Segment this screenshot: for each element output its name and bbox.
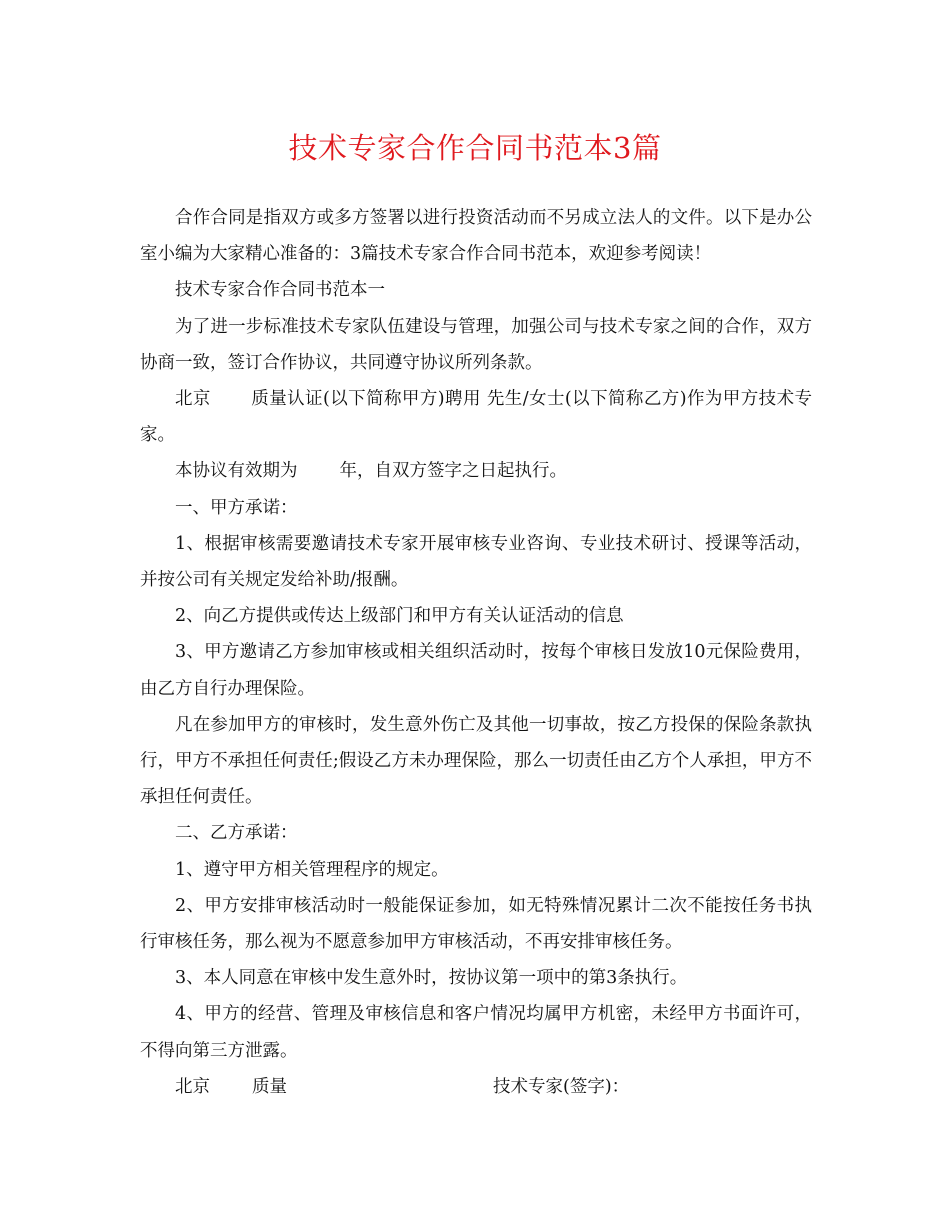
signature-company: 质量 [252,1076,287,1097]
intro-paragraph: 合作合同是指双方或多方签署以进行投资活动而不另成立法人的文件。以下是办公室小编为大家精心准备的：3篇技术专家合作合同书范本，欢迎参考阅读！ [140,208,812,265]
party-a-item: 凡在参加甲方的审核时，发生意外伤亡及其他一切事故，按乙方投保的保险条款执行，甲方不承担任何责任;假设乙方未办理保险，那么一切责任由乙方个人承担，甲方不承担任何责任。 [140,714,812,808]
party-a-item: 2、向乙方提供或传达上级部门和甲方有关认证活动的信息 [175,606,624,627]
party-a-item: 3、甲方邀请乙方参加审核或相关组织活动时，按每个审核日发放10元保险费用，由乙方自行办理保险。 [140,642,812,699]
document-title: 技术专家合作合同书范本3篇 [288,131,662,165]
party-b-heading: 二、乙方承诺： [175,823,298,844]
purpose-paragraph: 为了进一步标准技术专家队伍建设与管理，加强公司与技术专家之间的合作，双方协商一致，签订合作协议，共同遵守协议所列条款。 [140,316,812,373]
signature-city: 北京 [175,1076,210,1097]
signature-line [140,1069,812,1105]
party-b-item: 1、遵守甲方相关管理程序的规定。 [175,859,449,880]
party-a-heading: 一、甲方承诺： [175,497,298,518]
validity-paragraph [140,453,812,489]
party-b-item: 3、本人同意在审核中发生意外时，按协议第一项中的第3条执行。 [175,968,688,989]
validity-after: 年，自双方签字之日起执行。 [339,461,567,482]
validity-before: 本协议有效期为 [175,461,298,482]
parties-text: 质量认证(以下简称甲方)聘用 先生/女士(以下简称乙方)作为甲方技术专家。 [140,389,812,446]
parties-paragraph [140,381,812,453]
signature-expert-label: 技术专家(签字)： [493,1076,630,1097]
party-b-item: 4、甲方的经营、管理及审核信息和客户情况均属甲方机密，未经甲方书面许可，不得向第三方泄露。 [140,1004,812,1061]
parties-city: 北京 [175,389,211,410]
document-body [140,200,812,1105]
section-heading: 技术专家合作合同书范本一 [175,280,385,301]
party-a-item: 1、根据审核需要邀请技术专家开展审核专业咨询、专业技术研讨、授课等活动，并按公司有关规定发给补助/报酬。 [140,533,812,591]
party-b-item: 2、甲方安排审核活动时一般能保证参加，如无特殊情况累计二次不能按任务书执行审核任务，那么视为不愿意参加甲方审核活动，不再安排审核任务。 [140,895,812,953]
